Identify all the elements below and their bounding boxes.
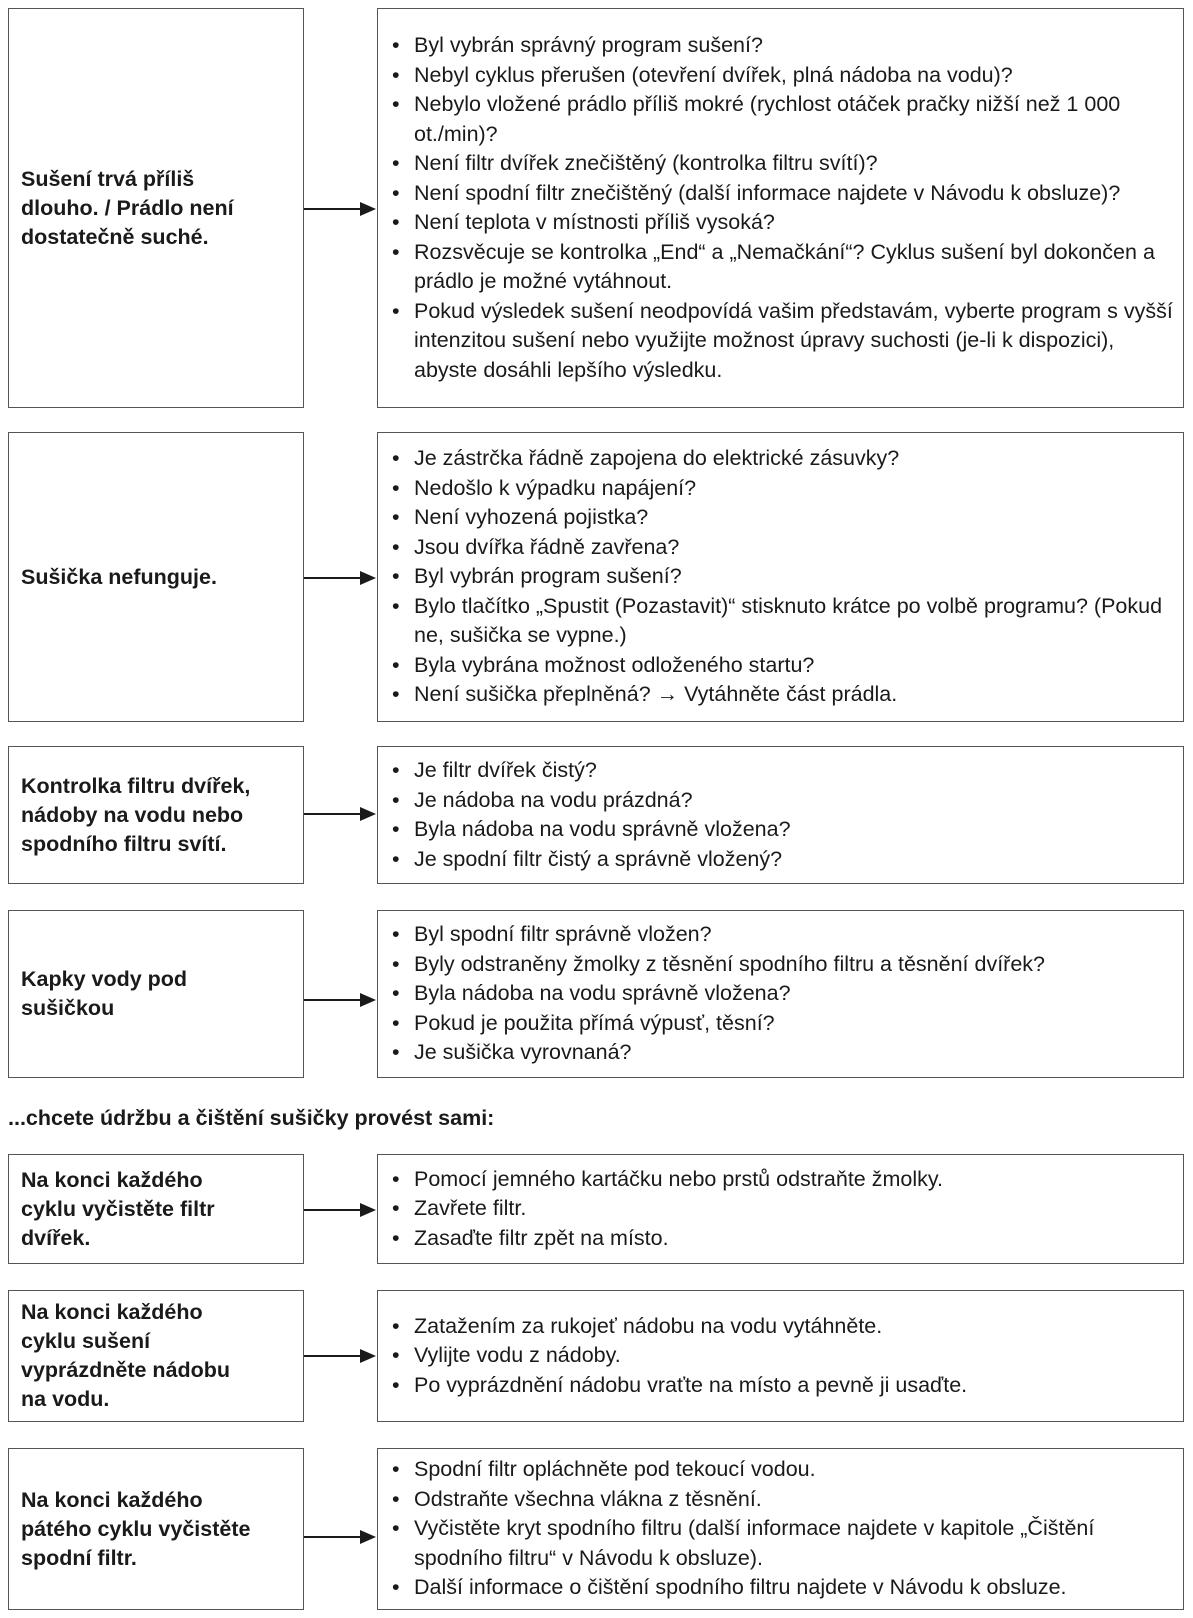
- checklist: [390, 756, 1173, 874]
- checklist-box-indicator-lit: [377, 746, 1184, 884]
- list-item: • Byl vybrán program sušení?: [390, 562, 1173, 592]
- list-item: • Je spodní filtr čistý a správně vložený?: [390, 845, 1173, 875]
- problem-label: Sušení trvá příliš dlouho. / Prádlo není dostatečně suché.: [21, 166, 234, 249]
- list-item: • Rozsvěcuje se kontrolka „End“ a „Nemačkání“? Cyklus sušení byl dokončen a prádlo je možné vytáhnout.: [390, 238, 1173, 297]
- maintenance-box-bottom-filter: [8, 1448, 304, 1610]
- checklist: [390, 1165, 1173, 1254]
- checklist: [390, 31, 1173, 385]
- list-item: • Není spodní filtr znečištěný (další informace najdete v Návodu k obsluze)?: [390, 179, 1173, 209]
- list-item: • Bylo tlačítko „Spustit (Pozastavit)“ stisknuto krátce po volbě programu? (Pokud ne, sušička se vypne.): [390, 592, 1173, 651]
- list-item: • Není sušička přeplněná? → Vytáhněte část prádla.: [390, 680, 1173, 710]
- maintenance-label: Na konci každého cyklu vyčistěte filtr dvířek.: [21, 1167, 215, 1250]
- problem-box-water-drops: [8, 910, 304, 1078]
- list-item: • Byla vybrána možnost odloženého startu?: [390, 651, 1173, 681]
- list-item: • Zatažením za rukojeť nádobu na vodu vytáhněte.: [390, 1312, 1173, 1342]
- checklist: [390, 1455, 1173, 1603]
- arrow-right-icon: [304, 568, 377, 588]
- list-item: • Je zástrčka řádně zapojena do elektrické zásuvky?: [390, 444, 1173, 474]
- list-item: • Další informace o čištění spodního filtru najdete v Návodu k obsluze.: [390, 1573, 1173, 1603]
- checklist: [390, 1312, 1173, 1401]
- list-item: • Byly odstraněny žmolky z těsnění spodního filtru a těsnění dvířek?: [390, 950, 1173, 980]
- checklist-box-dryer-not-working: [377, 432, 1184, 722]
- checklist: [390, 444, 1173, 710]
- list-item: • Nebylo vložené prádlo příliš mokré (rychlost otáček pračky nižší než 1 000 ot./min)?: [390, 90, 1173, 149]
- list-item: • Po vyprázdnění nádobu vraťte na místo a pevně ji usaďte.: [390, 1371, 1173, 1401]
- list-item: • Je filtr dvířek čistý?: [390, 756, 1173, 786]
- steps-box-bottom-filter: [377, 1448, 1184, 1610]
- arrow-right-icon: [304, 1346, 377, 1366]
- list-item: • Byl vybrán správný program sušení?: [390, 31, 1173, 61]
- list-item: • Zavřete filtr.: [390, 1194, 1173, 1224]
- arrow-right-icon: [304, 804, 377, 824]
- list-item: • Je nádoba na vodu prázdná?: [390, 786, 1173, 816]
- list-item: • Nebyl cyklus přerušen (otevření dvířek, plná nádoba na vodu)?: [390, 61, 1173, 91]
- arrow-right-icon: [304, 1200, 377, 1220]
- list-item: • Není vyhozená pojistka?: [390, 503, 1173, 533]
- steps-box-door-filter: [377, 1154, 1184, 1264]
- list-item: • Není teplota v místnosti příliš vysoká?: [390, 208, 1173, 238]
- problem-label: Kapky vody pod sušičkou: [21, 967, 188, 1020]
- arrow-right-icon: [304, 1527, 377, 1547]
- list-item: • Pokud výsledek sušení neodpovídá vašim představám, vyberte program s vyšší intenzitou sušení nebo využijte možnost úpravy suchosti (je-li k dispozici), abyste dosáhli lepšího výsledku.: [390, 297, 1173, 386]
- checklist: [390, 920, 1173, 1068]
- steps-box-water-container: [377, 1290, 1184, 1422]
- list-item: • Byla nádoba na vodu správně vložena?: [390, 979, 1173, 1009]
- list-item: • Vylijte vodu z nádoby.: [390, 1341, 1173, 1371]
- maintenance-box-door-filter: [8, 1154, 304, 1264]
- problem-label: Sušička nefunguje.: [21, 564, 217, 589]
- list-item: • Byla nádoba na vodu správně vložena?: [390, 815, 1173, 845]
- list-item: • Zasaďte filtr zpět na místo.: [390, 1224, 1173, 1254]
- arrow-right-icon: [304, 990, 377, 1010]
- checklist-box-water-drops: [377, 910, 1184, 1078]
- maintenance-box-water-container: [8, 1290, 304, 1422]
- list-item: • Odstraňte všechna vlákna z těsnění.: [390, 1485, 1173, 1515]
- maintenance-label: Na konci každého pátého cyklu vyčistěte spodní filtr.: [21, 1487, 251, 1570]
- problem-box-indicator-lit: [8, 746, 304, 884]
- list-item: • Nedošlo k výpadku napájení?: [390, 474, 1173, 504]
- checklist-box-drying-too-long: [377, 8, 1184, 408]
- maintenance-heading: ...chcete údržbu a čištění sušičky provést sami:: [8, 1106, 495, 1130]
- list-item: • Spodní filtr opláchněte pod tekoucí vodou.: [390, 1455, 1173, 1485]
- list-item: • Pomocí jemného kartáčku nebo prstů odstraňte žmolky.: [390, 1165, 1173, 1195]
- list-item: • Jsou dvířka řádně zavřena?: [390, 533, 1173, 563]
- list-item: • Není filtr dvířek znečištěný (kontrolka filtru svítí)?: [390, 149, 1173, 179]
- problem-box-dryer-not-working: [8, 432, 304, 722]
- maintenance-label: Na konci každého cyklu sušení vyprázdněte nádobu na vodu.: [21, 1300, 231, 1411]
- problem-label: Kontrolka filtru dvířek, nádoby na vodu nebo spodního filtru svítí.: [21, 773, 251, 856]
- list-item: • Vyčistěte kryt spodního filtru (další informace najdete v kapitole „Čištění spodního filtru“ v Návodu k obsluze).: [390, 1514, 1173, 1573]
- list-item: • Je sušička vyrovnaná?: [390, 1038, 1173, 1068]
- arrow-right-icon: [304, 199, 377, 219]
- list-item: • Byl spodní filtr správně vložen?: [390, 920, 1173, 950]
- list-item: • Pokud je použita přímá výpusť, těsní?: [390, 1009, 1173, 1039]
- problem-box-drying-too-long: [8, 8, 304, 408]
